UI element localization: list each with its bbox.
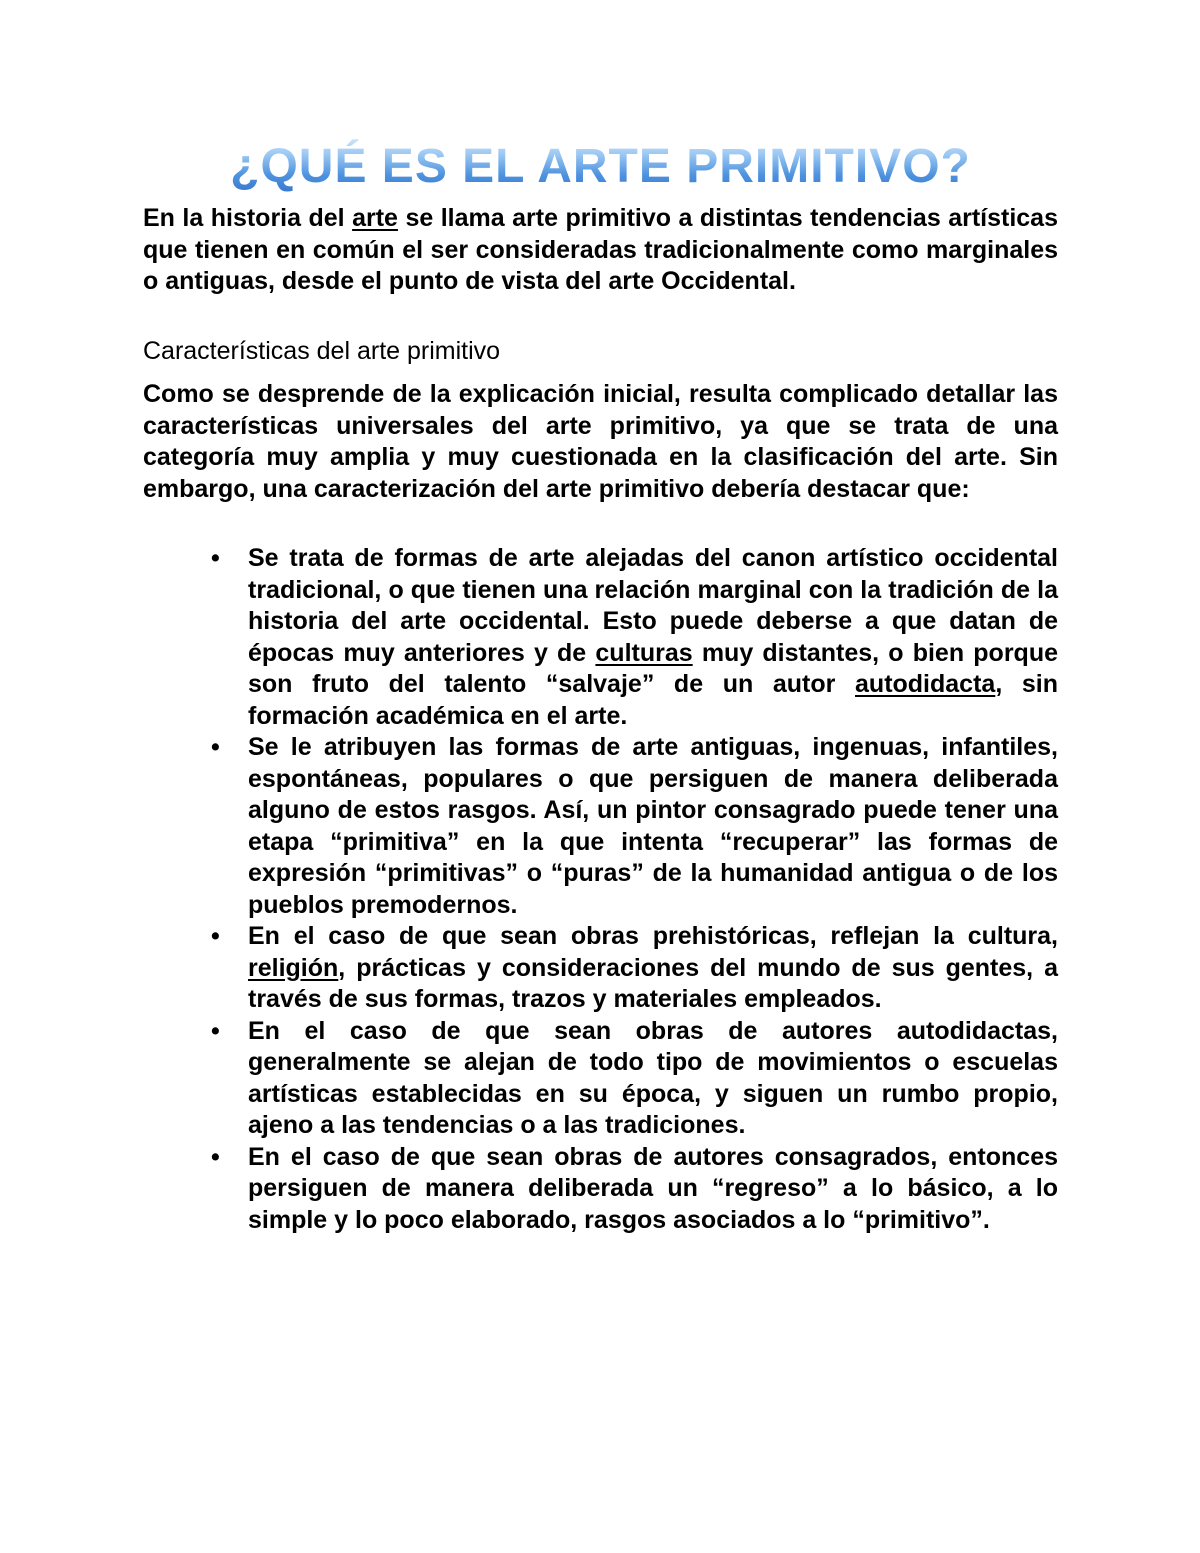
list-item [211, 543, 1058, 732]
list-item-text: , sin formación académica en el arte. [248, 670, 1058, 730]
section-heading: Características del arte primitivo [143, 336, 501, 365]
list-item [211, 921, 1058, 1016]
culturas-link[interactable]: culturas [595, 638, 693, 667]
list-item-text: Se trata de formas de arte alejadas del canon artístico occidental tradicional, o que tienen una relación marginal con la tradición de la historia del arte occidental. Esto puede deberse a que datan de épocas muy anteriores y de [248, 544, 1058, 667]
characteristics-list [143, 543, 1058, 1236]
list-item-text: En el caso de que sean obras prehistóricas, reflejan la cultura, [248, 922, 1058, 950]
intro-text-after: se llama arte primitivo a distintas tendencias artísticas que tienen en común el ser consideradas tradicionalmente como marginales o antiguas, desde el punto de vista del arte Occidental. [143, 204, 1058, 295]
intro-paragraph [143, 203, 1058, 298]
bullet-icon: • [211, 1016, 220, 1045]
bullet-icon: • [211, 1142, 220, 1171]
list-item-text: Se le atribuyen las formas de arte antiguas, ingenuas, infantiles, espontáneas, populares o que persiguen de manera deliberada alguno de estos rasgos. Así, un pintor consagrado puede tener una etapa “primitiva” en la que intenta “recuperar” las formas de expresión “primitivas” o “puras” de la humanidad antigua o de los pueblos premodernos. [248, 733, 1058, 919]
lead-paragraph: Como se desprende de la explicación inicial, resulta complicado detallar las características universales del arte primitivo, ya que se trata de una categoría muy amplia y muy cuestionada en la clasificación del arte. Sin embargo, una caracterización del arte primitivo debería destacar que: [143, 380, 1058, 503]
list-item-text: , prácticas y consideraciones del mundo de sus gentes, a través de sus formas, trazos y materiales empleados. [248, 953, 1058, 1013]
list-item [211, 1142, 1058, 1237]
document-page [143, 135, 1058, 1236]
autodidacta-link[interactable]: autodidacta [855, 670, 996, 698]
bullet-icon: • [211, 544, 220, 572]
intro-text-before: En la historia del [143, 204, 353, 232]
list-item-text: En el caso de que sean obras de autores consagrados, entonces persiguen de manera deliberada un “regreso” a lo básico, a lo simple y lo poco elaborado, rasgos asociados a lo “primitivo”. [248, 1142, 1058, 1234]
bullet-icon: • [211, 922, 220, 950]
page-title: ¿QUÉ ES EL ARTE PRIMITIVO? [143, 135, 1058, 199]
list-item-text: En el caso de que sean obras de autores autodidactas, generalmente se alejan de todo tipo de movimientos o escuelas artísticas establecidas en su época, y siguen un rumbo propio, ajeno a las tendencias o a las tradiciones. [248, 1016, 1058, 1139]
list-item [211, 732, 1058, 921]
list-item-text: muy distantes, o bien porque son fruto del talento “salvaje” de un autor [248, 638, 1058, 698]
religion-link[interactable]: religión [248, 953, 339, 982]
list-item [211, 1016, 1058, 1142]
bullet-icon: • [211, 733, 220, 761]
arte-link[interactable]: arte [352, 204, 398, 232]
